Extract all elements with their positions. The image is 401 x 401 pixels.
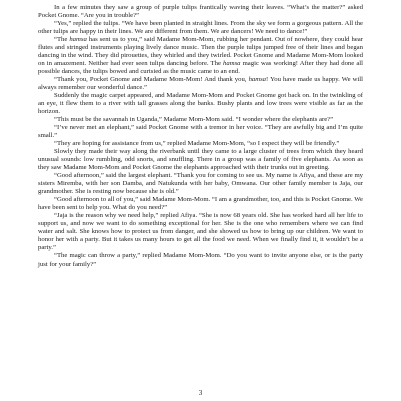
paragraph-text: “The [54,36,70,44]
paragraph-text: “Thank you, Pocket Gnome and Madame Mom-Mom! And thank you, [54,76,249,84]
page-number: 3 [198,389,203,397]
italic-text: hamsa [248,76,267,84]
paragraph-text: Suddenly the magic carpet appeared, and Madame Mom-Mom and Pocket Gnome got back on. In the twinkling of an eye, it flew them to a river with tall grasses along the banks. Bushy plants and low trees were visible as far as the horizon. [38,92,363,116]
paragraph-text: “Jaja is the reason why we need help,” replied Afiya. “She is now 68 years old. She has worked hard all her life to support us, and now we want to do something exceptional for her. She is the one who remembers where we can find water and salt. She knows how to protect us from danger, and she showed us how to bring up our children. We want to honor her with a party. But it takes us many hours to get all the food we need. When we finally find it, it wouldn’t be a party.” [38,212,363,252]
italic-text: hamsa [69,36,87,44]
paragraph-text: “Good afternoon,” said the largest elephant. “Thank you for coming to see us. My name is Afiya, and these are my sisters Miremba, with her son Damba, and Natukunda with her baby, Omwana. Our other family member is Jaja, our grandmother. She is resting now because she is old.” [38,172,363,196]
italic-text: hamsa [223,60,241,68]
paragraph [38,252,363,268]
paragraph [38,172,363,196]
paragraph-text: “Good afternoon to all of you,” said Madame Mom-Mom. “I am a grandmother, too, and this is Pocket Gnome. We have been sent to help you. What do you need?” [38,196,363,212]
paragraph-text: has sent us to you,” said Madame Mom-Mom, rubbing her pendant. Out of nowhere, they could hear flutes and stringed instruments playing lively dance music. Then the purple tulips jumped free of their lines and began dancing in the wind. They did pirouettes, they whirled and they twirled. Pocket Gnome and Madame Mom-Mom looked on in amazement. Neither had ever seen tulips dancing before. The [38,36,363,68]
paragraph [38,148,363,172]
paragraph [38,36,363,76]
paragraph [38,20,363,36]
paragraph-text: ! You have made us happy. We will always remember our wonderful dance.” [38,76,364,92]
paragraph [38,76,363,92]
paragraph-text: magic was working! After they had done all possible dances, the tulips bowed and curtsied as the music came to an end. [38,60,363,76]
paragraph [38,196,363,212]
paragraph [38,212,363,252]
paragraph [38,116,363,124]
paragraph [38,140,363,148]
paragraph-text: In a few minutes they saw a group of purple tulips frantically waving their leaves. “What’s the matter?” asked Pocket Gnome. “Are you in trouble?” [38,4,363,20]
paragraph [38,4,363,20]
paragraph-text: “Yes,” replied the tulips. “We have been planted in straight lines. From the sky we form a gorgeous pattern. All the other tulips are happy in their lines. We are different from them. We are dancers! We need to dance!” [38,20,363,36]
paragraph-text: “They are hoping for assistance from us,” replied Madame Mom-Mom, “so I expect they will be friendly.” [54,140,340,148]
paragraph-text: Slowly they made their way along the riverbank until they came to a large cluster of trees from which they heard unusual sounds: low rumbling, odd snorts, and snuffling. There in a group was a family of five elephants. As soon as they saw Madame Mom-Mom and Pocket Gnome the elephants approached with their trunks out in greeting. [38,148,363,172]
paragraph [38,92,363,116]
paragraph [38,124,363,140]
paragraph-text: “This must be the savannah in Uganda,” Madame Mom-Mom said. “I wonder where the elephants are?” [54,116,334,124]
paragraph-text: “The magic can throw a party,” replied Madame Mom-Mom. “Do you want to invite anyone else, or is the party just for your family?” [38,252,363,268]
body-text [38,4,363,269]
paragraph-text: “I’ve never met an elephant,” said Pocket Gnome with a tremor in her voice. “They are awfully big and I’m quite small.” [38,124,363,140]
